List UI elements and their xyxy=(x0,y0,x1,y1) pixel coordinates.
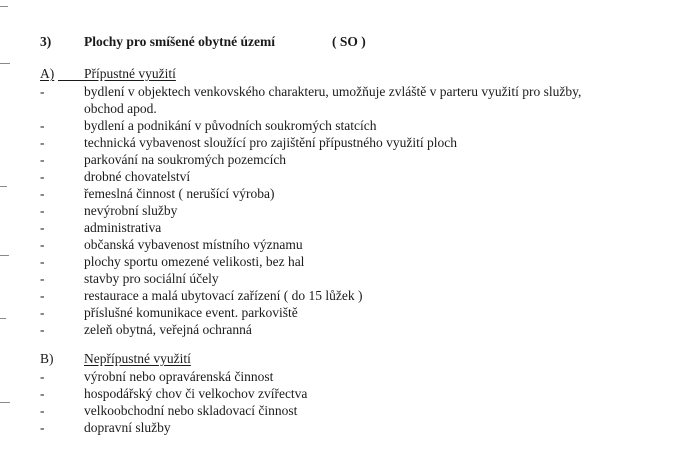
scan-mark xyxy=(0,186,7,187)
list-dash: - xyxy=(40,254,45,269)
list-item-text: stavby pro sociální účely xyxy=(84,271,219,286)
list-dash: - xyxy=(40,203,45,218)
list-dash: - xyxy=(40,369,45,384)
section-title: Přípustné využití xyxy=(84,66,176,81)
scan-mark xyxy=(0,63,10,64)
list-item xyxy=(40,385,640,402)
list-dash: - xyxy=(40,288,45,303)
list-item-text: bydlení a podnikání v původních soukromých statcích xyxy=(84,118,377,133)
list-dash: - xyxy=(40,305,45,320)
section-title: Nepřípustné využití xyxy=(84,351,191,366)
list-dash: - xyxy=(40,169,45,184)
prohibited-use-section xyxy=(40,351,640,436)
list-item xyxy=(40,321,640,338)
list-item-text: nevýrobní služby xyxy=(84,203,178,218)
list-item-text: drobné chovatelství xyxy=(84,169,191,184)
list-dash: - xyxy=(40,420,45,435)
list-dash: - xyxy=(40,386,45,401)
scan-mark xyxy=(0,255,9,256)
list-item xyxy=(40,202,640,219)
section-heading xyxy=(40,34,640,54)
list-item xyxy=(40,304,640,321)
list-item xyxy=(40,368,640,385)
list-item xyxy=(40,270,640,287)
list-item xyxy=(40,168,640,185)
list-item-text: dopravní služby xyxy=(84,420,171,435)
heading-title: Plochy pro smíšené obytné území xyxy=(84,34,275,49)
list-dash: - xyxy=(40,220,45,235)
list-item-text: řemeslná činnost ( nerušící výroba) xyxy=(84,186,275,201)
permitted-use-header xyxy=(40,66,640,83)
list-item xyxy=(40,134,640,151)
scan-mark xyxy=(0,402,10,403)
underline-rule xyxy=(58,80,84,81)
prohibited-use-list xyxy=(40,368,640,436)
list-item xyxy=(40,287,640,304)
list-dash: - xyxy=(40,152,45,167)
list-item-text: zeleň obytná, veřejná ochranná xyxy=(84,322,252,337)
permitted-use-section xyxy=(40,66,640,338)
list-item-text: administrativa xyxy=(84,220,162,235)
list-item-text: výrobní nebo opravárenská činnost xyxy=(84,369,274,384)
list-item xyxy=(40,117,640,134)
list-item xyxy=(40,185,640,202)
list-item-text: velkoobchodní nebo skladovací činnost xyxy=(84,403,298,418)
list-item xyxy=(40,402,640,419)
list-item-text: příslušné komunikace event. parkoviště xyxy=(84,305,298,320)
list-item-text: hospodářský chov či velkochov zvířectva xyxy=(84,386,308,401)
list-item-text: plochy sportu omezené velikosti, bez hal xyxy=(84,254,305,269)
scan-mark xyxy=(0,318,6,319)
list-dash: - xyxy=(40,403,45,418)
list-item xyxy=(40,219,640,236)
list-item xyxy=(40,253,640,270)
list-item-text: bydlení v objektech venkovského charakteru, umožňuje zvláště v parteru využití pro služby, obchod apod. xyxy=(84,84,582,116)
list-item xyxy=(40,236,640,253)
list-dash: - xyxy=(40,237,45,252)
list-dash: - xyxy=(40,135,45,150)
list-item-text: občanská vybavenost místního významu xyxy=(84,237,303,252)
heading-number: 3) xyxy=(40,34,52,49)
prohibited-use-header xyxy=(40,351,640,368)
permitted-use-list xyxy=(40,83,640,338)
document-page xyxy=(40,34,640,436)
scan-mark xyxy=(0,6,8,7)
list-item xyxy=(40,419,640,436)
list-dash: - xyxy=(40,322,45,337)
list-dash: - xyxy=(40,186,45,201)
list-item xyxy=(40,151,640,168)
list-item-text: restaurace a malá ubytovací zařízení ( do 15 lůžek ) xyxy=(84,288,363,303)
section-letter: B) xyxy=(40,351,54,366)
list-item-text: technická vybavenost sloužící pro zajištění přípustného využití ploch xyxy=(84,135,458,150)
list-item xyxy=(40,83,640,117)
list-item-text: parkování na soukromých pozemcích xyxy=(84,152,287,167)
scan-edge-marks xyxy=(0,0,14,457)
list-dash: - xyxy=(40,271,45,286)
heading-code: ( SO ) xyxy=(332,34,366,49)
list-dash: - xyxy=(40,84,45,99)
section-letter: A) xyxy=(40,66,55,81)
list-dash: - xyxy=(40,118,45,133)
